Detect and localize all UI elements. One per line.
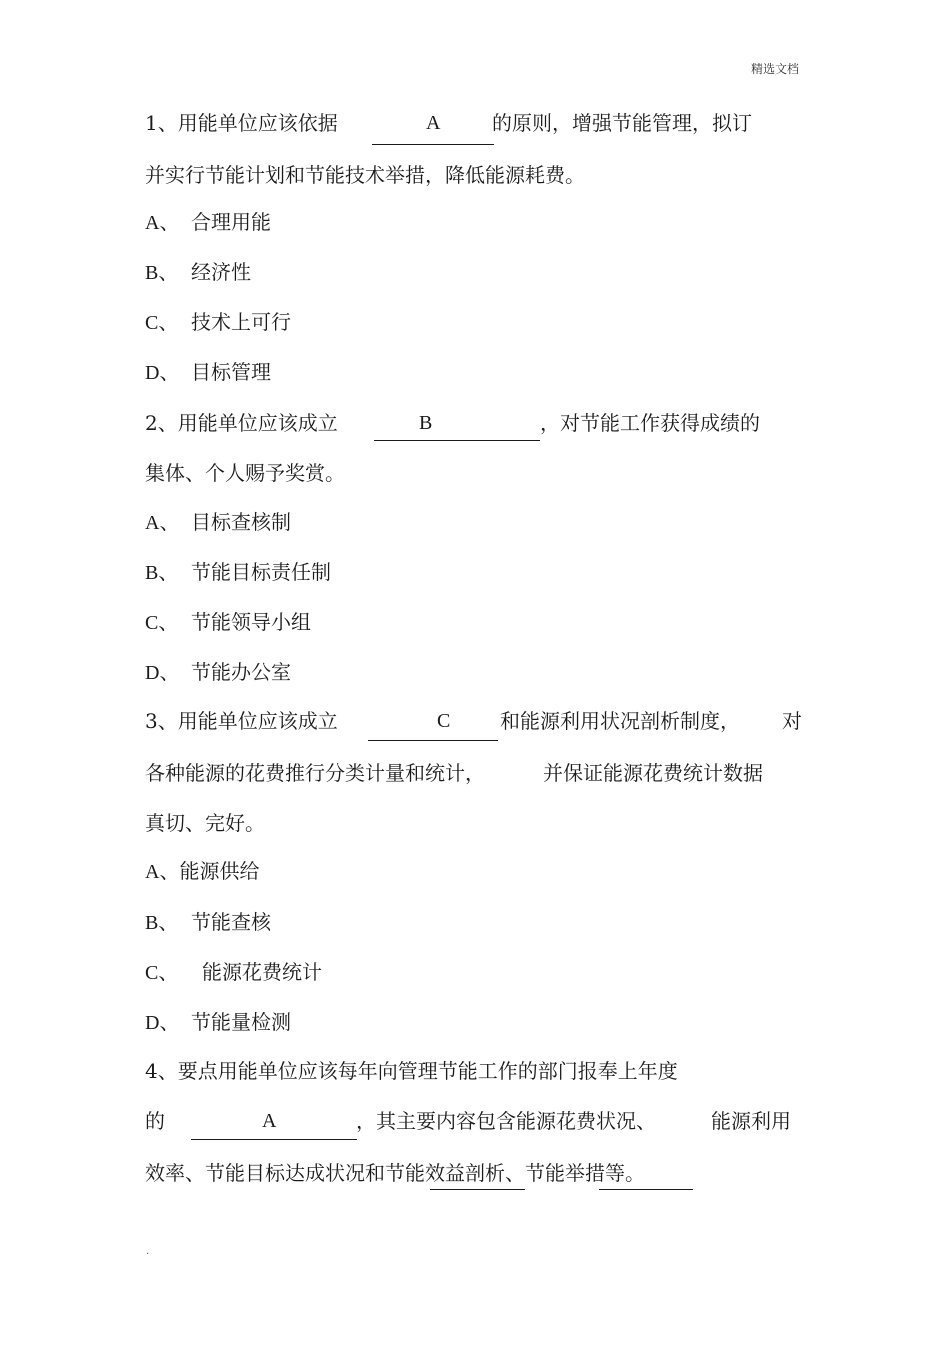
q2-option-b (145, 559, 331, 586)
q1-suffix: 的原则，增强节能管理，拟订 (492, 111, 752, 135)
q1-blank-line (372, 144, 494, 145)
q3-option-b-text: 节能查核 (191, 910, 271, 934)
q3-option-c-text: 能源花费统计 (202, 960, 322, 984)
q4-line1: 4、要点用能单位应该每年向管理节能工作的部门报奉上年度 (145, 1059, 678, 1083)
q1-option-a-text: 合理用能 (191, 210, 271, 234)
q4-suffix-a: ，其主要内容包含能源花费状况、 (356, 1109, 656, 1133)
q3-option-d-text: 节能量检测 (191, 1010, 291, 1034)
q3-suffix-end: 对 (782, 709, 802, 733)
q2-blank-line (374, 440, 540, 441)
q2-option-c-text: 节能领导小组 (191, 610, 311, 634)
q3-option-a-text: 能源供给 (179, 859, 260, 883)
q1-prefix: 1、用能单位应该依据 (145, 111, 338, 135)
q3-suffix: 和能源利用状况剖析制度， (500, 709, 740, 733)
q3-answer: C (437, 710, 451, 732)
q3-option-d-label: D、 (145, 1012, 180, 1034)
q4-underline-2 (599, 1189, 693, 1190)
q2-option-d-label: D、 (145, 662, 180, 684)
q2-suffix: ，对节能工作获得成绩的 (540, 411, 760, 435)
q3-blank-line (368, 740, 498, 741)
q1-option-a (145, 209, 271, 236)
q1-line2: 并实行节能计划和节能技术举措，降低能源耗费。 (145, 163, 585, 187)
header-watermark: 精选文档 (751, 62, 800, 76)
q3-line2a: 各种能源的花费推行分类计量和统计， (145, 761, 485, 785)
q2-option-b-text: 节能目标责任制 (191, 560, 331, 584)
q1-option-b-text: 经济性 (191, 260, 251, 284)
q3-option-b-label: B、 (145, 912, 179, 934)
q2-option-a-label: A、 (145, 512, 180, 534)
q2-answer: B (419, 412, 433, 434)
q3-line3: 真切、完好。 (145, 811, 265, 835)
q2-option-c (145, 609, 311, 636)
q2-option-a (145, 509, 291, 536)
q3-option-a (145, 858, 259, 885)
q1-option-c-text: 技术上可行 (191, 310, 291, 334)
q3-option-a-label: A、 (145, 861, 180, 883)
q4-underline-1 (430, 1189, 525, 1190)
footer-dot: . (146, 1246, 150, 1257)
q3-option-d (145, 1009, 291, 1036)
q1-option-a-label: A、 (145, 212, 180, 234)
q4-prefix: 的 (145, 1109, 165, 1133)
q1-option-c-label: C、 (145, 312, 179, 334)
q2-option-d-text: 节能办公室 (191, 660, 291, 684)
q2-option-b-label: B、 (145, 562, 179, 584)
q1-answer: A (426, 112, 441, 134)
q1-option-b-label: B、 (145, 262, 179, 284)
q1-option-b (145, 259, 251, 286)
q4-answer: A (262, 1110, 277, 1132)
q3-option-c-label: C、 (145, 962, 179, 984)
q1-option-c (145, 309, 291, 336)
q3-option-c (145, 959, 322, 986)
q1-option-d-label: D、 (145, 362, 180, 384)
q4-blank-line (191, 1139, 357, 1140)
q3-option-b (145, 909, 271, 936)
q2-option-a-text: 目标查核制 (191, 510, 291, 534)
q2-option-c-label: C、 (145, 612, 179, 634)
q2-line2: 集体、个人赐予奖赏。 (145, 461, 345, 485)
q3-prefix: 3、用能单位应该成立 (145, 709, 338, 733)
q1-option-d (145, 359, 271, 386)
q4-line3: 效率、节能目标达成状况和节能效益剖析、节能举措等。 (145, 1161, 645, 1185)
q1-option-d-text: 目标管理 (191, 360, 271, 384)
q2-option-d (145, 659, 291, 686)
q3-line2b: 并保证能源花费统计数据 (543, 761, 763, 785)
q4-suffix-b: 能源利用 (711, 1109, 791, 1133)
q2-prefix: 2、用能单位应该成立 (145, 411, 338, 435)
